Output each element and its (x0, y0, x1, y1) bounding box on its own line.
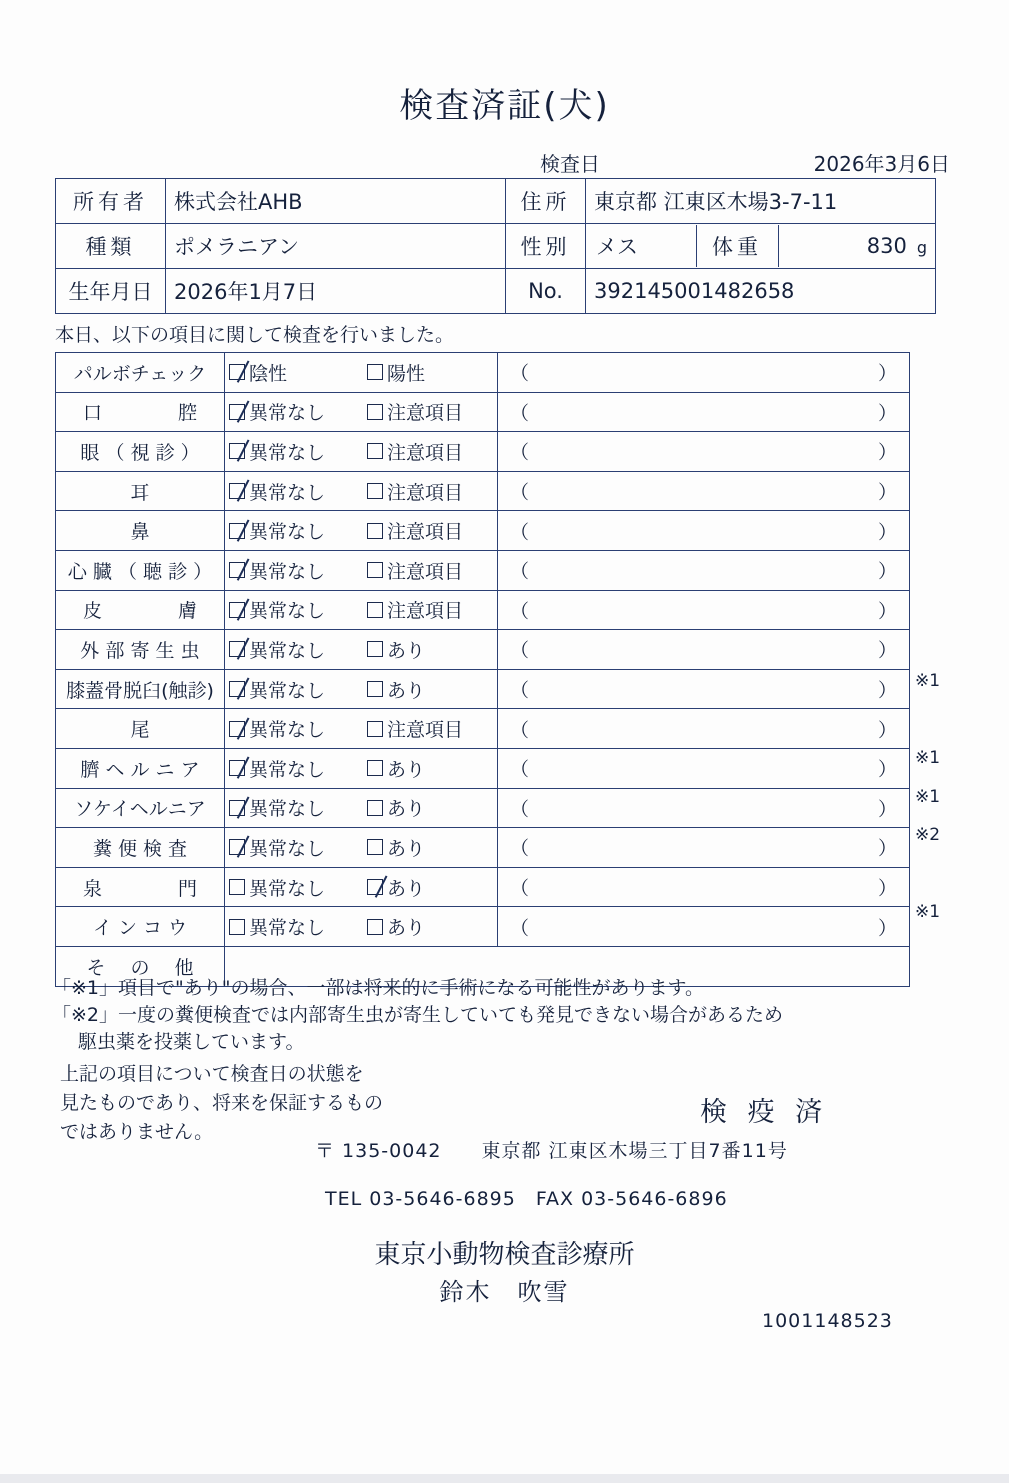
checkbox-icon[interactable] (367, 602, 383, 618)
item-name (56, 669, 225, 709)
checkbox-checked-icon[interactable] (229, 721, 245, 737)
item-options (225, 550, 498, 590)
item-remark-field[interactable] (498, 432, 910, 472)
item-options (225, 392, 498, 432)
address-label: 住所 (506, 179, 586, 224)
item-label: 外 部 寄 生 虫 (80, 639, 200, 662)
option-label: あり (387, 679, 426, 702)
checkbox-option-2[interactable] (361, 794, 425, 821)
option-label: 注意項目 (387, 719, 464, 742)
paren-close: ） (877, 758, 897, 781)
table-row (56, 590, 910, 630)
table-row (56, 392, 910, 432)
paren-close: ） (877, 679, 897, 702)
item-remark-field[interactable] (498, 353, 910, 393)
table-row (56, 828, 910, 868)
option-label: 異常なし (249, 521, 326, 544)
item-label: 尾 (130, 719, 150, 742)
option-label: あり (387, 837, 426, 860)
item-label: 耳 (130, 481, 150, 504)
option-label: 注意項目 (387, 560, 464, 583)
checkbox-option-2[interactable] (361, 874, 425, 901)
checkbox-checked-icon[interactable] (229, 404, 245, 420)
intro-text: 本日、以下の項目に関して検査を行いました。 (55, 324, 455, 346)
option-label: 注意項目 (387, 521, 464, 544)
checkbox-icon[interactable] (367, 641, 383, 657)
checkbox-checked-icon[interactable] (229, 760, 245, 776)
checkbox-option-1[interactable] (225, 676, 361, 703)
paren-open: （ (510, 837, 530, 860)
weight-unit: g (916, 238, 927, 257)
checkbox-option-1[interactable] (225, 874, 361, 901)
paren-open: （ (510, 600, 530, 623)
checkbox-option-2[interactable] (361, 438, 463, 465)
item-options (225, 630, 498, 670)
checkbox-checked-icon[interactable] (229, 839, 245, 855)
checkbox-icon[interactable] (367, 760, 383, 776)
breed-value: ポメラニアン (166, 224, 506, 269)
item-remark-field[interactable] (498, 471, 910, 511)
serial-number: 1001148523 (762, 1310, 893, 1332)
exam-date-row (540, 148, 950, 177)
checkbox-option-1[interactable] (225, 438, 361, 465)
checkbox-icon[interactable] (367, 443, 383, 459)
checkbox-option-2[interactable] (361, 478, 463, 505)
item-name (56, 353, 225, 393)
option-label: 注意項目 (387, 481, 464, 504)
checkbox-option-1[interactable] (225, 359, 361, 386)
item-remark-field[interactable] (498, 828, 910, 868)
checkbox-checked-icon[interactable] (229, 364, 245, 380)
checkbox-option-2[interactable] (361, 557, 463, 584)
option-label: 異常なし (249, 917, 326, 940)
table-row (56, 269, 936, 314)
checkbox-checked-icon[interactable] (229, 523, 245, 539)
checkbox-option-1[interactable] (225, 715, 361, 742)
checkbox-icon[interactable] (229, 879, 245, 895)
checkbox-option-2[interactable] (361, 715, 463, 742)
paren-open: （ (510, 521, 530, 544)
birth-value: 2026年1月7日 (166, 269, 506, 314)
clinic-phone: TEL 03-5646-6895 FAX 03-5646-6896 (325, 1188, 728, 1210)
item-remark-field[interactable] (498, 511, 910, 551)
item-options (225, 669, 498, 709)
paren-close: ） (877, 798, 897, 821)
exam-date-label: 検査日 (540, 152, 600, 176)
checkbox-option-2[interactable] (361, 596, 463, 623)
option-label: あり (387, 798, 426, 821)
item-name (56, 550, 225, 590)
option-label: 異常なし (249, 481, 326, 504)
checkbox-icon[interactable] (367, 483, 383, 499)
table-row (56, 907, 910, 947)
paren-close: ） (877, 402, 897, 425)
checkbox-option-1[interactable] (225, 478, 361, 505)
item-label: パルボチェック (73, 362, 207, 385)
item-remark-field[interactable] (498, 550, 910, 590)
item-name (56, 511, 225, 551)
table-row (56, 788, 910, 828)
clinic-name: 東京小動物検査診療所 (374, 1240, 635, 1270)
paren-close: ） (877, 600, 897, 623)
checkbox-icon[interactable] (367, 800, 383, 816)
checkbox-checked-icon[interactable] (229, 443, 245, 459)
footnote-1: 「※1」項目で"あり"の場合、一部は将来的に手術になる可能性があります。 (52, 977, 704, 999)
checkbox-checked-icon[interactable] (367, 879, 383, 895)
checkbox-icon[interactable] (367, 839, 383, 855)
checkbox-option-2[interactable] (361, 755, 425, 782)
item-name (56, 590, 225, 630)
table-row (56, 179, 936, 224)
item-label: 鼻 (130, 521, 150, 544)
paren-close: ） (877, 521, 897, 544)
checkbox-option-1[interactable] (225, 596, 361, 623)
option-label: 注意項目 (387, 600, 464, 623)
item-remark-field[interactable] (498, 392, 910, 432)
item-options (225, 867, 498, 907)
option-label: 異常なし (249, 877, 326, 900)
option-label: 異常なし (249, 719, 326, 742)
table-row (56, 867, 910, 907)
paren-close: ） (877, 441, 897, 464)
option-label: あり (387, 917, 426, 940)
checkbox-option-2[interactable] (361, 834, 425, 861)
checkbox-checked-icon[interactable] (229, 562, 245, 578)
item-remark-field[interactable] (498, 630, 910, 670)
item-options (225, 788, 498, 828)
item-options (225, 432, 498, 472)
item-name (56, 867, 225, 907)
paren-open: （ (510, 441, 530, 464)
item-footnote-mark: ※1 (915, 786, 941, 807)
table-row (56, 432, 910, 472)
item-footnote-mark: ※1 (915, 748, 941, 768)
table-row (56, 709, 910, 749)
item-footnote-mark: ※2 (915, 825, 941, 846)
no-value: 392145001482658 (586, 269, 936, 314)
checkbox-option-1[interactable] (225, 794, 361, 821)
paren-open: （ (510, 877, 530, 900)
paren-close: ） (877, 362, 897, 385)
weight-value: 830 (866, 234, 907, 258)
option-label: 注意項目 (387, 441, 464, 464)
paren-open: （ (510, 362, 530, 385)
sex-value: メス (586, 225, 696, 267)
paren-close: ） (877, 719, 897, 742)
checkbox-option-2[interactable] (361, 398, 463, 425)
birth-label: 生年月日 (56, 269, 166, 314)
item-remark-field[interactable] (498, 867, 910, 907)
checkbox-icon[interactable] (367, 681, 383, 697)
item-name (56, 630, 225, 670)
item-label: ソケイヘルニア (74, 798, 206, 821)
checkbox-icon[interactable] (367, 364, 383, 380)
item-label: 皮 膚 (82, 600, 197, 623)
checkbox-option-1[interactable] (225, 834, 361, 861)
item-label: 糞 便 検 査 (92, 837, 188, 860)
option-label: 異常なし (249, 402, 326, 425)
item-remark-field[interactable] (498, 709, 910, 749)
checkbox-option-1[interactable] (225, 557, 361, 584)
paren-close: ） (877, 917, 897, 940)
item-options (225, 828, 498, 868)
paren-open: （ (510, 719, 530, 742)
checkbox-checked-icon[interactable] (229, 800, 245, 816)
paren-close: ） (877, 877, 897, 900)
option-label: 異常なし (249, 679, 326, 702)
option-label: 陽性 (387, 362, 426, 385)
doctor-name: 鈴木 吹雪 (439, 1278, 570, 1306)
item-label: 眼 （ 視 診 ） (80, 441, 200, 464)
paren-open: （ (510, 481, 530, 504)
paren-open: （ (510, 679, 530, 702)
checkbox-option-1[interactable] (225, 755, 361, 782)
option-label: あり (387, 639, 426, 662)
item-name (56, 788, 225, 828)
footnote-2: 「※2」一度の糞便検査では内部寄生虫が寄生していても発見できない場合があるため (52, 1004, 784, 1026)
option-label: 異常なし (249, 798, 326, 821)
checkbox-icon[interactable] (367, 721, 383, 737)
paren-open: （ (510, 758, 530, 781)
table-row (56, 353, 910, 393)
checkbox-icon[interactable] (229, 919, 245, 935)
item-footnote-mark: ※1 (915, 670, 941, 691)
item-label: 泉 門 (82, 877, 197, 900)
checkbox-checked-icon[interactable] (229, 641, 245, 657)
checkbox-icon[interactable] (367, 562, 383, 578)
table-row (56, 471, 910, 511)
checkbox-option-1[interactable] (225, 517, 361, 544)
option-label: 陰性 (249, 362, 288, 385)
option-label: あり (387, 758, 426, 781)
paren-close: ） (877, 639, 897, 662)
page-title: 検査済証(犬) (399, 86, 610, 126)
item-name (56, 392, 225, 432)
item-label: 心 臓 （ 聴 診 ） (67, 560, 213, 583)
item-options (225, 748, 498, 788)
item-name (56, 828, 225, 868)
address-value: 東京都 江東区木場3-7-11 (586, 179, 936, 224)
checkbox-checked-icon[interactable] (229, 602, 245, 618)
item-options (225, 511, 498, 551)
quarantine-stamp: 検 疫 済 (700, 1097, 829, 1128)
item-name (56, 471, 225, 511)
table-row (56, 630, 910, 670)
checkbox-checked-icon[interactable] (229, 483, 245, 499)
option-label: 異常なし (249, 639, 326, 662)
item-name (56, 907, 225, 947)
option-label: 異常なし (249, 441, 326, 464)
header-table (55, 178, 936, 314)
item-options (225, 471, 498, 511)
option-label: 異常なし (249, 560, 326, 583)
checkbox-option-1[interactable] (225, 636, 361, 663)
page-bottom-edge (0, 1474, 1009, 1483)
item-label: イ ン コ ウ (92, 917, 188, 940)
option-label: 異常なし (249, 758, 326, 781)
footnotes (52, 975, 783, 1056)
item-remark-field[interactable] (498, 907, 910, 947)
paren-open: （ (510, 798, 530, 821)
checkbox-option-2[interactable] (361, 359, 425, 386)
item-label: 膝蓋骨脱臼(触診) (66, 679, 214, 702)
items-table (55, 352, 910, 987)
item-options (225, 590, 498, 630)
breed-label: 種類 (56, 224, 166, 269)
item-name (56, 432, 225, 472)
checkbox-icon[interactable] (367, 404, 383, 420)
item-name (56, 748, 225, 788)
owner-label: 所有者 (56, 179, 166, 224)
disclaimer-line-1: 上記の項目について検査日の状態を (60, 1063, 364, 1085)
disclaimer (60, 1060, 383, 1147)
checkbox-option-2[interactable] (361, 913, 425, 940)
paren-close: ） (877, 481, 897, 504)
table-row (56, 550, 910, 590)
checkbox-icon[interactable] (367, 523, 383, 539)
checkbox-option-2[interactable] (361, 676, 425, 703)
checkbox-option-2[interactable] (361, 636, 425, 663)
paren-open: （ (510, 639, 530, 662)
item-name (56, 709, 225, 749)
item-label: そ の 他 (86, 956, 194, 979)
paren-open: （ (510, 917, 530, 940)
table-row (56, 511, 910, 551)
footnote-3: 駆虫薬を投薬しています。 (78, 1031, 305, 1053)
sex-label: 性別 (506, 224, 586, 269)
option-label: 異常なし (249, 600, 326, 623)
item-remark-field[interactable] (498, 669, 910, 709)
item-label: 口 腔 (82, 402, 197, 425)
item-remark-field[interactable] (498, 590, 910, 630)
paren-open: （ (510, 560, 530, 583)
option-label: 異常なし (249, 837, 326, 860)
item-remark-field[interactable] (498, 788, 910, 828)
option-label: あり (387, 877, 426, 900)
item-footnote-mark: ※1 (915, 902, 941, 923)
paren-open: （ (510, 402, 530, 425)
owner-value: 株式会社AHB (166, 179, 506, 224)
item-options (225, 709, 498, 749)
paren-close: ） (877, 560, 897, 583)
disclaimer-line-2: 見たものであり、将来を保証するもの (60, 1092, 384, 1114)
checkbox-checked-icon[interactable] (229, 681, 245, 697)
no-label: No. (506, 269, 586, 314)
exam-date-value: 2026年3月6日 (813, 152, 950, 176)
clinic-address: 〒 135-0042 東京都 江東区木場三丁目7番11号 (315, 1140, 788, 1162)
checkbox-option-2[interactable] (361, 517, 463, 544)
checkbox-icon[interactable] (367, 919, 383, 935)
item-remark-field[interactable] (498, 748, 910, 788)
item-options (225, 353, 498, 393)
table-row (56, 748, 910, 788)
item-label: 臍 ヘ ル ニ ア (80, 758, 200, 781)
item-options (225, 907, 498, 947)
weight-label: 体重 (696, 225, 778, 267)
paren-close: ） (877, 837, 897, 860)
table-row (56, 224, 936, 269)
checkbox-option-1[interactable] (225, 398, 361, 425)
weight-cell (778, 225, 935, 267)
sex-weight-cell (586, 224, 936, 269)
table-row (56, 669, 910, 709)
checkbox-option-1[interactable] (225, 913, 361, 940)
option-label: 注意項目 (387, 402, 464, 425)
disclaimer-line-3: ではありません。 (60, 1121, 214, 1143)
